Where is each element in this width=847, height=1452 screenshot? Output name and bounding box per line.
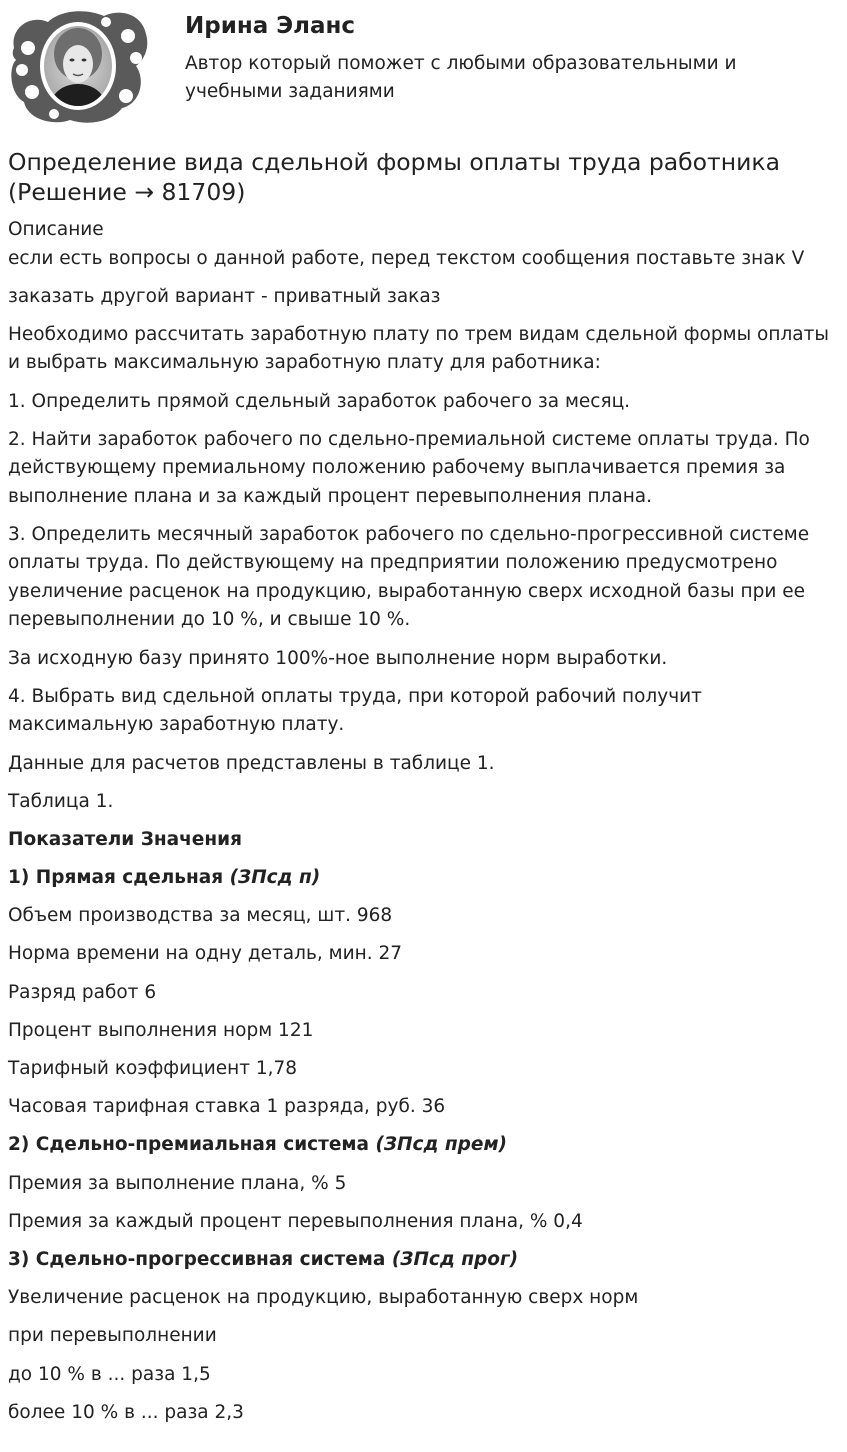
author-description: Автор который поможет с любыми образовательными и учебными заданиями [185,53,737,102]
author-card [0,0,847,140]
task-item-3: 3. Определить месячный заработок рабочего по сдельно-прогрессивной системе оплаты труда. По действующему на предприятии положению предусмотрено увеличение расценок на продукцию, выработанную сверх исходной базы при ее перевыполнении до 10 %, и свыше 10 %. [8,523,810,631]
table-row: Премия за выполнение плана, % 5 [8,1172,347,1194]
table-row: Норма времени на одну деталь, мин. 27 [8,943,403,965]
section-heading-abbr: (ЗПсд прог) [391,1248,519,1270]
table-label: Таблица 1. [8,790,114,812]
table-row: при перевыполнении [8,1325,217,1347]
table-row: Тарифный коэффициент 1,78 [8,1058,298,1079]
section-heading-text: 1) Прямая сдельная [8,867,230,889]
table-row: Премия за каждый процент перевыполнения плана, % 0,4 [8,1210,583,1232]
author-avatar[interactable] [8,8,150,126]
table-row: до 10 % в ... раза 1,5 [8,1363,211,1385]
page-title: Определение вида сдельной формы оплаты труда работника (Решение → 81709) [8,148,780,206]
work-description [8,216,838,1437]
task-item-4: 4. Выбрать вид сдельной оплаты труда, при которой рабочий получит максимальную заработную плату. [8,685,702,736]
task-intro: Необходимо рассчитать заработную плату по трем видам сдельной формы оплаты и выбрать максимальную заработную плату для работника: [8,323,830,374]
section-heading-abbr: (ЗПсд п) [229,867,321,889]
author-name[interactable]: Ирина Эланс [185,13,356,39]
order-note[interactable]: заказать другой вариант - приватный заказ [8,285,441,307]
section-heading-progressive [8,1246,838,1275]
section-heading-direct [8,864,838,893]
base-note: За исходную базу принято 100%-ное выполнение норм выработки. [8,647,668,669]
table-row: Часовая тарифная ставка 1 разряда, руб. 36 [8,1096,446,1118]
table-row: Разряд работ 6 [8,981,157,1003]
task-item-1: 1. Определить прямой сдельный заработок рабочего за месяц. [8,390,631,412]
section-heading-abbr: (ЗПсд прем) [375,1134,508,1156]
table-row: более 10 % в ... раза 2,3 [8,1401,244,1423]
table-row: Увеличение расценок на продукцию, выработанную сверх норм [8,1287,639,1309]
section-heading-text: 2) Сдельно-премиальная система [8,1134,376,1156]
questions-note: если есть вопросы о данной работе, перед текстом сообщения поставьте знак V [8,247,805,269]
table-row: Объем производства за месяц, шт. 968 [8,905,393,927]
table-header: Показатели Значения [8,828,242,850]
data-note: Данные для расчетов представлены в таблице 1. [8,752,495,774]
section-heading-bonus [8,1131,838,1160]
section-heading-text: 3) Сдельно-прогрессивная система [8,1248,392,1270]
table-row: Процент выполнения норм 121 [8,1019,314,1041]
task-item-2: 2. Найти заработок рабочего по сдельно-премиальной системе оплаты труда. По действующему премиальному положению рабочему выплачивается премия за выполнение плана и за каждый процент перевыполнения плана. [8,428,810,507]
description-label: Описание [8,219,104,240]
